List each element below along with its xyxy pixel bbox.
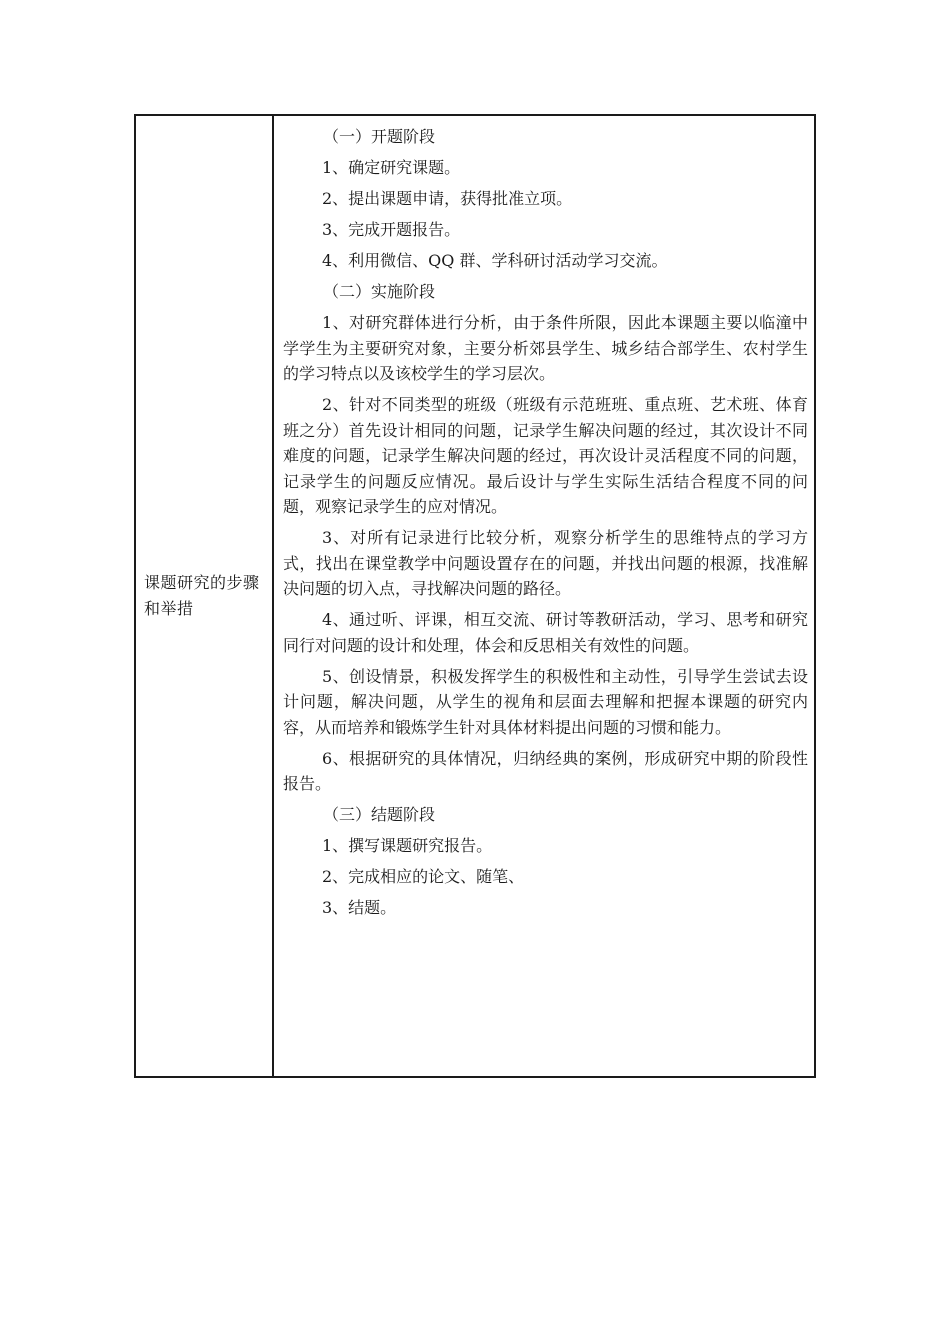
stage2-paragraph: 6、根据研究的具体情况，归纳经典的案例，形成研究中期的阶段性报告。 (283, 748, 808, 793)
row-label-cell (136, 116, 274, 1076)
stage1-heading: （一）开题阶段 (323, 127, 436, 146)
stage3-item: 3、结题。 (322, 898, 397, 917)
stage2-paragraph: 5、创设情景，积极发挥学生的积极性和主动性，引导学生尝试去设计问题，解决问题，从学生的视角和层面去理解和把握本课题的研究内容，从而培养和锻炼学生针对具体材料提出问题的习惯和能力。 (283, 666, 808, 737)
stage3-heading: （三）结题阶段 (323, 805, 436, 824)
stage2-paragraph: 2、针对不同类型的班级（班级有示范班班、重点班、艺术班、体育班之分）首先设计相同的问题，记录学生解决问题的经过，其次设计不同难度的问题，记录学生解决问题的经过，再次设计灵活程度不同的问题，记录学生的问题反应情况。最后设计与学生实际生活结合程度不同的问题，观察记录学生的应对情况。 (283, 395, 808, 516)
stage1-item: 3、完成开题报告。 (322, 220, 461, 239)
stage3-item: 1、撰写课题研究报告。 (322, 836, 493, 855)
stage2-paragraph: 3、对所有记录进行比较分析，观察分析学生的思维特点的学习方式，找出在课堂教学中问题设置存在的问题，并找出问题的根源，找准解决问题的切入点，寻找解决问题的路径。 (283, 528, 808, 598)
stage1-item: 1、确定研究课题。 (322, 158, 461, 177)
research-steps-table (134, 114, 816, 1078)
stage1-item: 4、利用微信、QQ 群、学科研讨活动学习交流。 (322, 251, 668, 270)
stage2-paragraph: 1、对研究群体进行分析，由于条件所限，因此本课题主要以临潼中学学生为主要研究对象，主要分析郊县学生、城乡结合部学生、农村学生的学习特点以及该校学生的学习层次。 (283, 313, 808, 383)
content-cell (274, 116, 814, 1076)
stage2-heading: （二）实施阶段 (323, 282, 436, 301)
row-label: 课题研究的步骤和举措 (144, 573, 260, 618)
stage2-paragraph: 4、通过听、评课，相互交流、研讨等教研活动，学习、思考和研究同行对问题的设计和处理，体会和反思相关有效性的问题。 (283, 610, 808, 655)
stage3-item: 2、完成相应的论文、随笔、 (322, 867, 525, 886)
stage1-item: 2、提出课题申请，获得批准立项。 (322, 189, 573, 208)
